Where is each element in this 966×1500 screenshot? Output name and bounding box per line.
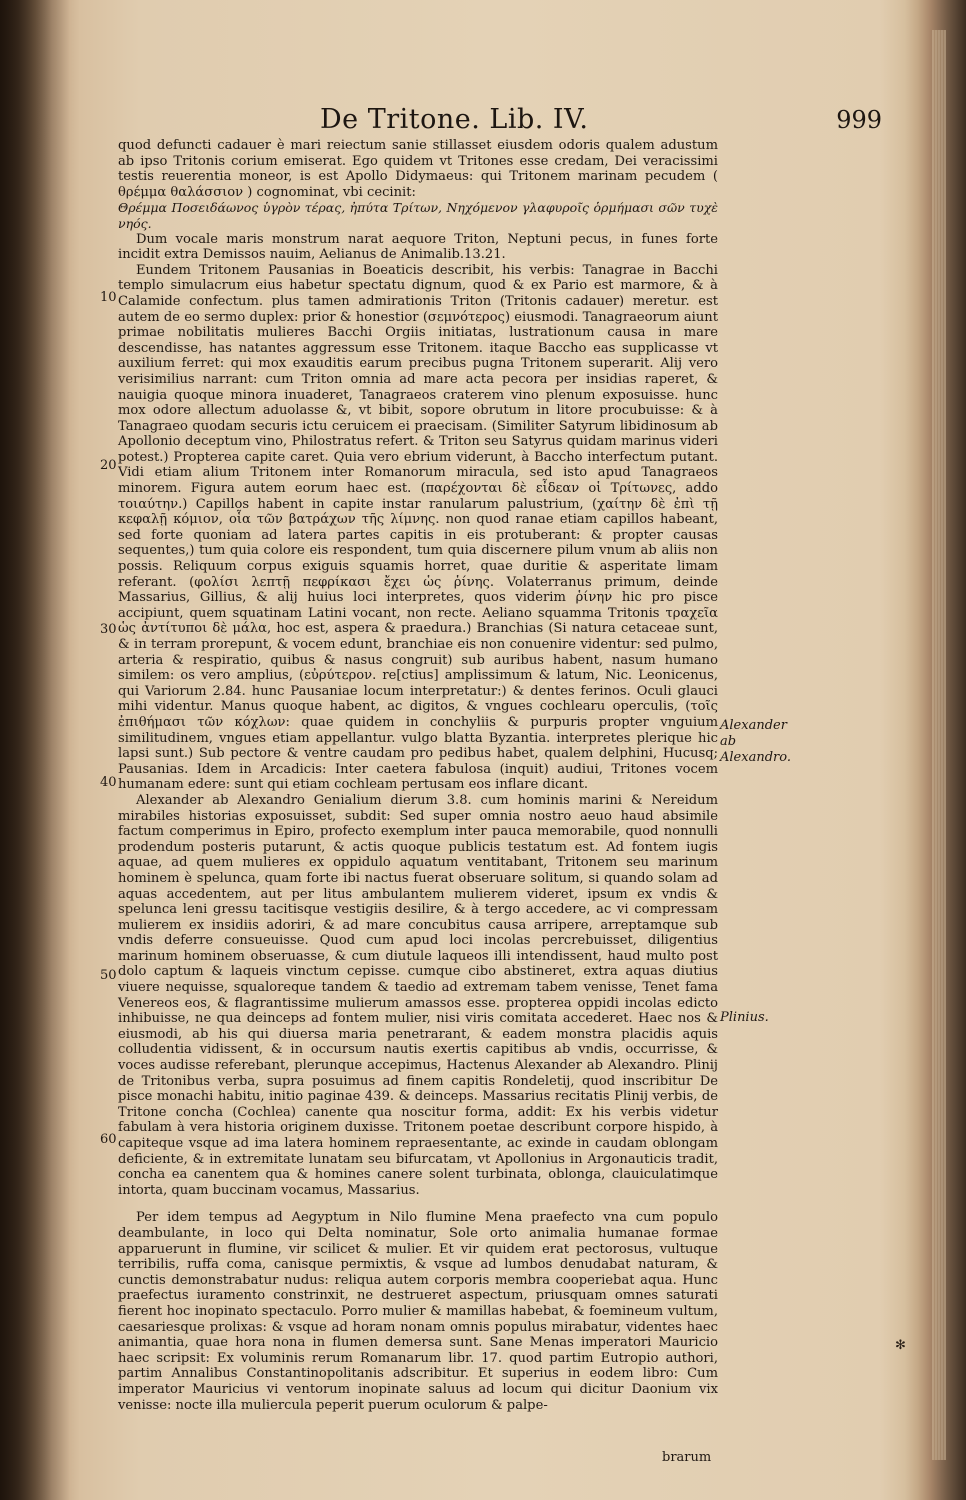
ink-mark-icon: ✻ [895,1338,906,1353]
line-number: 20 [100,458,117,473]
line-number: 40 [100,775,117,790]
page-number: 999 [836,106,882,134]
page-edge [932,30,946,1460]
margin-note-plinius: Plinius. [720,1010,769,1025]
gutter-shadow [0,0,70,1500]
running-title: De Tritone. Lib. IV. [320,104,589,135]
catchword: brarum [662,1450,712,1465]
line-number: 50 [100,968,117,983]
line-number: 10 [100,290,117,305]
body-text [118,138,718,1413]
paragraph-5: Per idem tempus ad Aegyptum in Nilo flumine Mena praefecto vna cum populo deambulante, in loco qui Delta nominatur, Sole orto animalia humanae formae apparuerunt in flumine, vir scilicet & mulier. Et vir quidem erat pectorosus, vultuque terribilis, ruffa coma, canisque permixtis, & vsque ad lumbos denudabat naturam, & cunctis demonstrabatur nudus: reliqua autem corporis membra cooperiebat aqua. Hunc praefectus iuramento constrinxit, ne destrueret aspectum, priusquam omnes saturati fierent hoc inopinato spectaculo. Porro mulier & mamillas habebat, & foemineum vultum, caesariesque prolixas: & vsque ad horam nonam omnis populus mirabatur, videntes haec animantia, quae hora nona in flumen demersa sunt. Sane Menas imperatori Mauricio haec scripsit: Ex voluminis rerum Romanarum libr. 17. quod partim Eutropio authori, partim Annalibus Constantinopolitanis adscribitur. Et superius in eodem libro: Cum imperator Mauricius vi ventorum inopinate saluus ad locum qui dicitur Daonium vix venisse: nocte illa muliercula peperit puerum oculorum & palpe- [118,1210,718,1413]
paragraph-4: Alexander ab Alexandro Genialium dierum 3.8. cum hominis marini & Nereidum mirabiles historias exposuisset, subdit: Sed super omnia nostro aeuo haud absimile factum comperimus in Epiro, profecto exemplum inter pauca memorabile, quod nonnulli prodendum posteris putarunt, & actis quoque publicis testatum est. Ad fontem iugis aquae, ad quem mulieres ex oppidulo aquatum ventitabant, Tritonem seu marinum hominem è spelunca, quam forte ibi nactus fuerat obseruare solitum, si quando solam ad aquas accedentem, aut per litus ambulantem mulierem videret, ipsum ex vndis & spelunca leni gressu tacitisque vestigiis desilire, & à tergo accedere, ac vi compressam mulierem ex insidiis adoriri, & ad mare concubitus causa arripere, arreptamque sub vndis deferre consueuisse. Quod cum apud loci incolas percrebuisset, diligentius marinum hominem obseruasse, & cum diutule laqueos illi intendissent, haud multo post dolo captum & laqueis vinctum cepisse. cumque cibo abstineret, extra aquas diutius viuere nequisse, squaloreque tandem & taedio ad extremam tabem venisse, Tenet fama Venereos eos, & flagrantissime mulierum amassos esse. propterea oppidi incolas edicto inhibuisse, ne qua deinceps ad fontem mulier, nisi viris comitata accederet. Haec nos & eiusmodi, ab his qui diuersa maria penetrarant, & eadem monstra placidis aquis colludentia vidissent, & in occursum nautis exertis capitibus ab vndis, occurrisse, & voces audisse referebant, plerunque accepimus, Hactenus Alexander ab Alexandro. Plinij de Tritonibus verba, supra posuimus ad finem capitis Rondeletij, quod inscribitur De pisce monachi habitu, initio paginae 439. & deinceps. Massarius recitatis Plinij verbis, de Tritone concha (Cochlea) canente qua noscitur forma, addit: Ex his verbis videtur fabulam à vera historia originem duxisse. Tritonem poetae describunt corpore hispido, à capiteque vsque ad ima latera hominem repraesentante, ac exinde in caudam oblongam deficiente, & in extremitate lunatam seu bifurcatam, vt Apollonius in Argonauticis tradit, concha ea canentem qua & homines canere solent turbinata, oblonga, clauiculatimque intorta, quam buccinam vocamus, Massarius. [118,792,718,1198]
paragraph-2: Dum vocale maris monstrum narat aequore Triton, Neptuni pecus, in funes forte incidit extra Demissos nauim, Aelianus de Animalib.13.21. [118,231,718,263]
greek-verse: Θρέμμα Ποσειδάωνος ὑγρὸν τέρας, ἠπύτα Τρίτων, Νηχόμενον γλαφυροῖς ὁρμήμασι σῶν τυχὲ νηός. [118,200,718,231]
paragraph-1: quod defuncti cadauer è mari reiectum sanie stillasset eiusdem odoris qualem adustum ab ipso Tritonis corium emiserat. Ego quidem vt Tritones esse credam, Dei veracissimi testis reuerentia moneor, is est Apollo Didymaeus: qui Tritonem marinam pecudem ( θρέμμα θαλάσσιον ) cognominat, vbi cecinit: [118,138,718,200]
margin-note-alexander: Alexander ab Alexandro. [720,718,791,765]
line-number: 30 [100,622,117,637]
paragraph-3: Eundem Tritonem Pausanias in Boeaticis describit, his verbis: Tanagrae in Bacchi templo simulacrum eius habetur spectatu dignum, quod & ex Pario est marmore, & à Calamide confectum. plus tamen admirationis Triton (Tritonis cadauer) meretur. est autem de eo sermo duplex: prior & honestior (σεμνότερος) eiusmodi. Tanagraeorum aiunt primae nobilitatis mulieres Bacchi Orgiis initiatas, lustrationum causa in mare descendisse, has natantes aggressum esse Tritonem. itaque Baccho eas supplicasse vt auxilium ferret: qui mox exauditis earum precibus pugna Tritonem superarit. Alij vero verisimilius narrant: cum Triton omnia ad mare acta pecora per insidias raperet, & nauigia quoque minora inuaderet, Tanagraeos craterem vino plenum exposuisse. hunc mox odore allectum aduolasse &, vt bibit, sopore obrutum in litore procubuisse: & à Tanagraeo quodam securis ictu ceruicem ei praecisam. (Similiter Satyrum libidinosum ab Apollonio deceptum vino, Philostratus refert. & Triton seu Satyrus quidam marinus videri potest.) Propterea capite caret. Quia vero ebrium viderunt, à Baccho interfectum putant. Vidi etiam alium Tritonem inter Romanorum miracula, sed isto apud Tanagraeos minorem. Figura autem eorum haec est. (παρέχονται δὲ εἶδεαν οἱ Τρίτωνες, addo τοιαύτην.) Capillos habent in capite instar ranularum palustrium, (χαίτην δὲ ἐπὶ τῇ κεφαλῇ κόμιον, οἷα τῶν βατράχων τῆς λίμνης. non quod ranae etiam capillos habeant, sed forte quoniam ad latera partes capitis in eis protuberant: & propter causas sequentes,) tum quia colore eis respondent, tum quia discernere pilum vnum ab aliis non possis. Reliquum corpus exiguis squamis horret, quae duritie & asperitate limam referant. (φολίσι λεπτῇ πεφρίκασι ἔχει ὡς ῥίνης. Volaterranus primum, deinde Massarius, Gillius, & alij huius loci interpretes, quos viderim ῥίνην hic pro pisce accipiunt, quem squatinam Latini vocant, non recte. Aeliano squamma Tritonis τραχεῖα ὡς ἀντίτυποι δὲ μάλα, hoc est, aspera & praedura.) Branchias (Si natura cetaceae sunt, & in terram prorepunt, & vocem edunt, branchiae eis non conuenire videntur: sed pulmo, arteria & respiratio, quibus & nasus congruit) sub auribus habent, nasum humano similem: os vero amplius, (εὐρύτερον. re[ctius] amplissimum & latum, Nic. Leonicenus, qui Variorum 2.84. hunc Pausaniae locum interpretatur:) & dentes ferinos. Oculi glauci mihi videntur. Manus quoque habent, ac digitos, & vngues cochlearu operculis, (τοῖς ἐπιθήμασι τῶν κόχλων: quae quidem in conchyliis & purpuris propter vnguium similitudinem, vngues etiam appellantur. vulgo blatta Byzantia. interpretes plerique hic lapsi sunt.) Sub pectore & ventre caudam pro pedibus habet, qualem delphini, Hucusq; Pausanias. Idem in Arcadicis: Inter caetera fabulosa (inquit) audiui, Tritones vocem humanam edere: sunt qui etiam cochleam pertusam eos inflare dicant. [118,262,718,793]
page-header [110,104,910,140]
line-number: 60 [100,1132,117,1147]
